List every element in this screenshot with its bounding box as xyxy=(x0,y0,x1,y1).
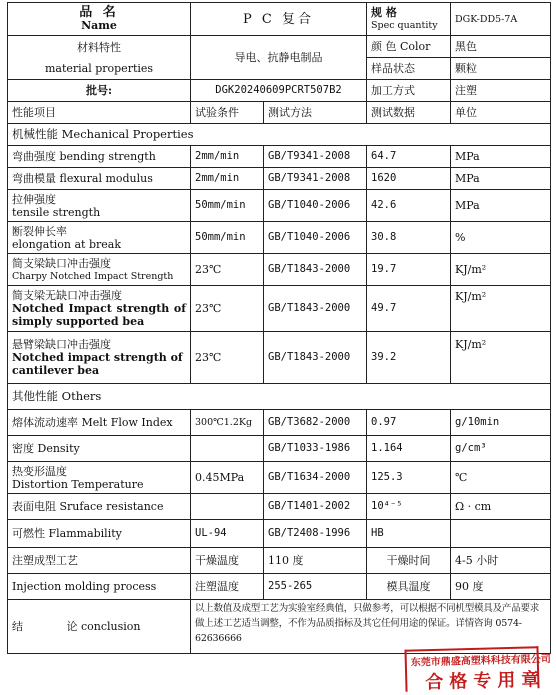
name-cn-label: 品 名 xyxy=(79,5,119,20)
datasheet xyxy=(7,2,550,654)
test-data: 42.6 xyxy=(367,190,451,222)
test-data: 125.3 xyxy=(367,462,451,494)
test-method: GB/T9341-2008 xyxy=(264,168,367,190)
table-row xyxy=(8,462,551,494)
property-name-en: tensile strength xyxy=(12,205,101,219)
dry-time-value: 4-5 小时 xyxy=(451,548,551,574)
property-name-en: Charpy Notched Impact Strength xyxy=(12,270,174,282)
test-condition: 23℃ xyxy=(191,254,264,286)
mold-temp-label: 模具温度 xyxy=(367,574,451,600)
test-condition xyxy=(191,436,264,462)
unit xyxy=(451,520,551,548)
spec-table xyxy=(7,2,551,654)
test-data: 39.2 xyxy=(367,332,451,384)
conclusion-text: 以上数值及成型工艺为实验室经典值，只做参考，可以根据不同机型模具及产品要求做上述工艺适当调整，不作为品质指标及其它任何用途的保证。详情咨询 0574-62636666 xyxy=(191,600,551,654)
table-row xyxy=(8,222,551,254)
test-condition: 50mm/min xyxy=(191,222,264,254)
test-data: 19.7 xyxy=(367,254,451,286)
property-name-cn: 悬臂梁缺口冲击强度 xyxy=(12,338,111,351)
name-label-cell xyxy=(8,3,191,36)
table-row xyxy=(8,254,551,286)
seal-qualified-text: 合格专用章 xyxy=(425,669,546,694)
material-cn-label: 材料特性 xyxy=(77,40,121,54)
state-label: 样品状态 xyxy=(367,58,451,80)
table-row xyxy=(8,410,551,436)
test-method: GB/T1843-2000 xyxy=(264,254,367,286)
property-name-cell xyxy=(8,222,191,254)
test-data: 1620 xyxy=(367,168,451,190)
material-en-label: material properties xyxy=(44,61,154,75)
dry-temp-value: 110 度 xyxy=(264,548,367,574)
conclusion-label-cn2: 论 xyxy=(66,620,78,633)
test-data: 1.164 xyxy=(367,436,451,462)
material-label-cell xyxy=(8,36,191,80)
unit: KJ/m² xyxy=(451,254,551,286)
mold-temp-value: 90 度 xyxy=(451,574,551,600)
property-name: 密度 Density xyxy=(8,436,191,462)
unit: Ω · cm xyxy=(451,494,551,520)
column-header-row xyxy=(8,102,551,124)
property-name-en: Notched Impact strength of simply supported bea xyxy=(12,302,186,328)
test-condition: 2mm/min xyxy=(191,168,264,190)
property-name-cn: 简支梁缺口冲击强度 xyxy=(12,256,111,270)
property-name: 可燃性 Flammability xyxy=(8,520,191,548)
unit: KJ/m² xyxy=(451,332,551,384)
property-name-cell xyxy=(8,286,191,332)
property-name-cn: 拉伸强度 xyxy=(12,192,56,206)
header-row-name xyxy=(8,3,551,36)
table-row xyxy=(8,146,551,168)
test-method: GB/T9341-2008 xyxy=(264,146,367,168)
unit: MPa xyxy=(451,146,551,168)
test-method: GB/T1634-2000 xyxy=(264,462,367,494)
unit: MPa xyxy=(451,190,551,222)
test-method: GB/T3682-2000 xyxy=(264,410,367,436)
property-name-cn: 简支梁无缺口冲击强度 xyxy=(12,289,122,302)
section-title-others: 其他性能 Others xyxy=(8,384,551,410)
test-data: HB xyxy=(367,520,451,548)
test-method: GB/T1843-2000 xyxy=(264,332,367,384)
col-unit: 单位 xyxy=(451,102,551,124)
molding-row-1 xyxy=(8,548,551,574)
state-value: 颗粒 xyxy=(451,58,551,80)
test-condition: 50mm/min xyxy=(191,190,264,222)
property-name-cell xyxy=(8,190,191,222)
property-name-en: Notched impact strength of cantilever bea xyxy=(12,351,183,377)
section-row-others xyxy=(8,384,551,410)
name-en-label: Name xyxy=(81,19,117,32)
conclusion-label-cn: 结 xyxy=(12,620,23,633)
property-name-cn: 断裂伸长率 xyxy=(12,224,67,238)
unit: g/10min xyxy=(451,410,551,436)
spec-cn-label: 规 格 xyxy=(371,6,397,19)
col-condition: 试验条件 xyxy=(191,102,264,124)
test-condition: UL-94 xyxy=(191,520,264,548)
unit: KJ/m² xyxy=(451,286,551,332)
test-method: GB/T1040-2006 xyxy=(264,190,367,222)
unit: % xyxy=(451,222,551,254)
conclusion-label-cell xyxy=(8,600,191,654)
property-name: 熔体流动速率 Melt Flow Index xyxy=(8,410,191,436)
test-method: GB/T1401-2002 xyxy=(264,494,367,520)
color-label: 颜 色 Color xyxy=(367,36,451,58)
test-data: 30.8 xyxy=(367,222,451,254)
unit: MPa xyxy=(451,168,551,190)
molding-row-2 xyxy=(8,574,551,600)
dry-time-label: 干燥时间 xyxy=(367,548,451,574)
col-data: 测试数据 xyxy=(367,102,451,124)
table-row xyxy=(8,520,551,548)
batch-label: 批号: xyxy=(8,80,191,102)
header-row-material xyxy=(8,36,551,58)
process-value: 注塑 xyxy=(451,80,551,102)
seal-company-name: 东莞市鼎盛高塑料科技有限公司 xyxy=(410,653,551,669)
molding-name-cn: 注塑成型工艺 xyxy=(8,548,191,574)
unit: g/cm³ xyxy=(451,436,551,462)
test-method: GB/T1033-1986 xyxy=(264,436,367,462)
test-condition: 300℃1.2Kg xyxy=(191,410,264,436)
property-name: 弯曲强度 bending strength xyxy=(8,146,191,168)
process-label: 加工方式 xyxy=(367,80,451,102)
section-row-mechanical xyxy=(8,124,551,146)
property-name-cn: 热变形温度 xyxy=(12,464,67,478)
material-value: 导电、抗静电制品 xyxy=(191,36,367,80)
section-title-mechanical: 机械性能 Mechanical Properties xyxy=(8,124,551,146)
property-name-en: Distortion Temperature xyxy=(12,477,144,491)
property-name-en: elongation at break xyxy=(12,237,121,251)
test-condition: 23℃ xyxy=(191,286,264,332)
property-name: 表面电阻 Sruface resistance xyxy=(8,494,191,520)
test-method: GB/T2408-1996 xyxy=(264,520,367,548)
test-data: 10⁴⁻⁵ xyxy=(367,494,451,520)
batch-value: DGK20240609PCRT507B2 xyxy=(191,80,367,102)
conclusion-label-en: conclusion xyxy=(81,620,141,633)
property-name-cell xyxy=(8,332,191,384)
dry-temp-label: 干燥温度 xyxy=(191,548,264,574)
test-data: 49.7 xyxy=(367,286,451,332)
conclusion-row xyxy=(8,600,551,654)
table-row xyxy=(8,286,551,332)
molding-name-en: Injection molding process xyxy=(8,574,191,600)
test-method: GB/T1040-2006 xyxy=(264,222,367,254)
test-data: 0.97 xyxy=(367,410,451,436)
spec-en-label: Spec quantity xyxy=(371,20,438,31)
spec-label-cell xyxy=(367,3,451,36)
table-row xyxy=(8,332,551,384)
col-item: 性能项目 xyxy=(8,102,191,124)
property-name: 弯曲模量 flexural modulus xyxy=(8,168,191,190)
property-name-cell xyxy=(8,254,191,286)
table-row xyxy=(8,436,551,462)
property-name-cell xyxy=(8,462,191,494)
table-row xyxy=(8,190,551,222)
test-method: GB/T1843-2000 xyxy=(264,286,367,332)
spec-value: DGK-DD5-7A xyxy=(451,3,551,36)
inj-temp-label: 注塑温度 xyxy=(191,574,264,600)
test-condition: 2mm/min xyxy=(191,146,264,168)
test-condition: 0.45MPa xyxy=(191,462,264,494)
color-value: 黑色 xyxy=(451,36,551,58)
test-data: 64.7 xyxy=(367,146,451,168)
test-condition xyxy=(191,494,264,520)
table-row xyxy=(8,494,551,520)
table-row xyxy=(8,168,551,190)
product-name: P C 复合 xyxy=(191,3,367,36)
header-row-batch xyxy=(8,80,551,102)
unit: ℃ xyxy=(451,462,551,494)
col-method: 测试方法 xyxy=(264,102,367,124)
test-condition: 23℃ xyxy=(191,332,264,384)
inj-temp-value: 255-265 xyxy=(264,574,367,600)
